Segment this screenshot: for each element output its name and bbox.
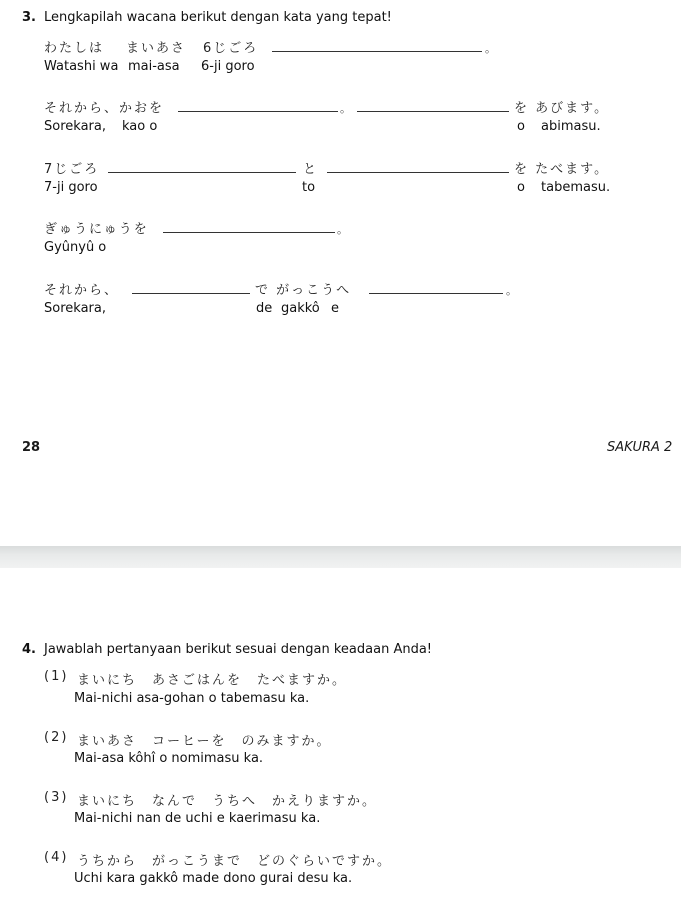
line-2-jp-sorekara-kaoo: それから、かおを bbox=[44, 101, 165, 116]
line-4-jp-gyuunyuuo: ぎゅうにゅうを bbox=[44, 222, 149, 237]
item-number: (4) bbox=[44, 850, 69, 865]
page-number: 28 bbox=[22, 440, 41, 455]
line-5-rom-e: e bbox=[331, 301, 339, 316]
line-3-rom-to: to bbox=[302, 180, 316, 195]
answer-blank-3[interactable] bbox=[357, 111, 509, 112]
item-question-jp: まいあさ コーヒーを のみますか。 bbox=[77, 734, 332, 749]
answer-blank-5[interactable] bbox=[327, 172, 509, 173]
item-number: (1) bbox=[44, 669, 69, 684]
line-2-rom-sorekara: Sorekara, bbox=[44, 119, 106, 134]
line-1-jp-6jigoro: 6じごろ bbox=[203, 41, 259, 56]
line-5-period: 。 bbox=[506, 284, 517, 297]
line-3-jp-tabemasu: を たべます。 bbox=[514, 162, 610, 177]
line-4-period: 。 bbox=[337, 223, 348, 236]
line-3-rom-7jigoro: 7-ji goro bbox=[44, 180, 98, 195]
line-1-rom-maiasa: mai-asa bbox=[128, 59, 180, 74]
line-3-jp-to: と bbox=[303, 162, 319, 177]
line-2-jp-abimasu: を あびます。 bbox=[514, 101, 610, 116]
item-number: (2) bbox=[44, 730, 69, 745]
line-3-rom-o: o bbox=[517, 180, 525, 195]
item-question-romaji: Uchi kara gakkô made dono gurai desu ka. bbox=[74, 871, 353, 886]
line-2-rom-kaoo: kao o bbox=[122, 119, 158, 134]
line-1-jp-watashiwa: わたしは bbox=[44, 41, 105, 56]
book-title: SAKURA 2 bbox=[607, 440, 673, 455]
item-question-romaji: Mai-nichi asa-gohan o tabemasu ka. bbox=[74, 691, 310, 706]
line-3-rom-tabemasu: tabemasu. bbox=[541, 180, 611, 195]
item-question-jp: うちから がっこうまで どのぐらいですか。 bbox=[77, 854, 393, 869]
question-3-instruction: Lengkapilah wacana berikut dengan kata yang tepat! bbox=[44, 10, 392, 25]
question-3-number: 3. bbox=[22, 10, 36, 25]
line-5-rom-de: de bbox=[256, 301, 273, 316]
line-1-jp-maiasa: まいあさ bbox=[126, 41, 187, 56]
line-5-jp-de-gakkoue: で がっこうへ bbox=[255, 283, 352, 298]
question-4-instruction: Jawablah pertanyaan berikut sesuai dengan keadaan Anda! bbox=[44, 642, 433, 657]
item-number: (3) bbox=[44, 790, 69, 805]
line-5-rom-sorekara: Sorekara, bbox=[44, 301, 106, 316]
answer-blank-8[interactable] bbox=[369, 293, 503, 294]
item-question-jp: まいにち あさごはんを たべますか。 bbox=[77, 673, 348, 688]
line-3-jp-7jigoro: 7じごろ bbox=[44, 162, 100, 177]
line-1-period: 。 bbox=[485, 42, 496, 55]
line-5-jp-sorekara: それから、 bbox=[44, 283, 120, 298]
item-question-jp: まいにち なんで うちへ かえりますか。 bbox=[77, 794, 378, 809]
line-2-rom-abimasu: abimasu. bbox=[541, 119, 601, 134]
answer-blank-2[interactable] bbox=[178, 111, 338, 112]
item-question-romaji: Mai-asa kôhî o nomimasu ka. bbox=[74, 751, 264, 766]
answer-blank-7[interactable] bbox=[132, 293, 250, 294]
answer-blank-4[interactable] bbox=[108, 172, 296, 173]
line-1-rom-watashiwa: Watashi wa bbox=[44, 59, 119, 74]
line-4-rom-gyunyuo: Gyûnyû o bbox=[44, 240, 107, 255]
item-question-romaji: Mai-nichi nan de uchi e kaerimasu ka. bbox=[74, 811, 321, 826]
line-2-rom-o: o bbox=[517, 119, 525, 134]
line-2-period: 。 bbox=[340, 102, 351, 115]
line-1-rom-6jigoro: 6-ji goro bbox=[201, 59, 255, 74]
page-separator bbox=[0, 546, 681, 568]
answer-blank-6[interactable] bbox=[163, 232, 335, 233]
question-4-number: 4. bbox=[22, 642, 36, 657]
answer-blank-1[interactable] bbox=[272, 51, 482, 52]
line-5-rom-gakko: gakkô bbox=[281, 301, 320, 316]
